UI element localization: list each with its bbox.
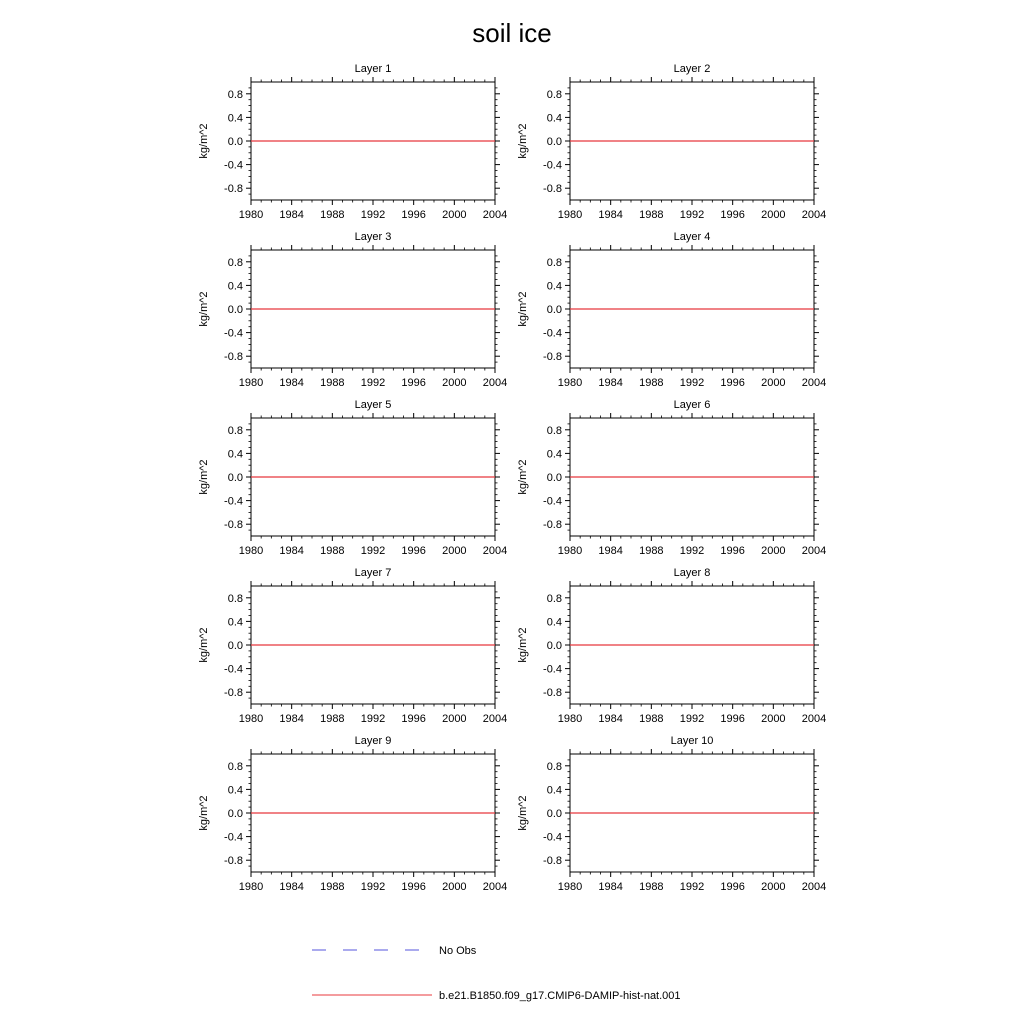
- x-tick-label-9-5: 2000: [442, 881, 467, 893]
- x-tick-label-7-5: 2000: [442, 713, 467, 725]
- y-axis-label-1: kg/m^2: [198, 123, 210, 159]
- x-tick-label-10-1: 1984: [598, 881, 623, 893]
- panel-title-3: Layer 3: [354, 231, 392, 243]
- y-tick-label-7-0: 0.8: [227, 592, 243, 605]
- x-tick-label-7-2: 1988: [320, 713, 345, 725]
- x-tick-label-3-5: 2000: [442, 377, 467, 389]
- y-axis-label-5: kg/m^2: [198, 459, 210, 495]
- y-tick-label-1-0: 0.8: [227, 88, 243, 101]
- y-axis-label-7: kg/m^2: [198, 627, 210, 663]
- x-tick-label-6-6: 2004: [801, 545, 827, 557]
- x-tick-label-4-2: 1988: [639, 377, 664, 389]
- y-tick-label-9-2: 0.0: [227, 808, 243, 820]
- y-tick-label-2-4: -0.8: [543, 183, 562, 196]
- y-tick-label-6-1: 0.4: [546, 448, 562, 461]
- panel-layer-8: [517, 567, 826, 725]
- x-tick-label-4-6: 2004: [801, 377, 827, 389]
- panel-title-2: Layer 2: [673, 63, 711, 75]
- panel-title-9: Layer 9: [354, 735, 392, 747]
- x-tick-label-3-1: 1984: [279, 377, 304, 389]
- x-tick-label-5-5: 2000: [442, 545, 467, 557]
- legend-label-1: b.e21.B1850.f09_g17.CMIP6-DAMIP-hist-nat.001: [439, 990, 681, 1002]
- x-tick-label-6-0: 1980: [557, 545, 583, 557]
- y-tick-label-6-0: 0.8: [546, 424, 562, 437]
- x-tick-label-8-4: 1996: [720, 713, 745, 725]
- y-tick-label-4-3: -0.4: [543, 327, 562, 340]
- x-tick-label-5-4: 1996: [401, 545, 426, 557]
- y-tick-label-4-2: 0.0: [546, 304, 562, 316]
- x-tick-label-3-2: 1988: [320, 377, 345, 389]
- y-axis-label-6: kg/m^2: [517, 459, 529, 495]
- y-tick-label-5-2: 0.0: [227, 472, 243, 484]
- panel-layer-4: [517, 231, 826, 389]
- x-tick-label-9-2: 1988: [320, 881, 345, 893]
- panel-layer-10: [517, 735, 826, 893]
- panel-layer-3: [198, 231, 507, 389]
- y-tick-label-4-4: -0.8: [543, 351, 562, 364]
- y-tick-label-2-0: 0.8: [546, 88, 562, 101]
- x-tick-label-2-3: 1992: [679, 209, 705, 221]
- panel-layer-2: [517, 63, 826, 221]
- y-tick-label-8-2: 0.0: [546, 640, 562, 652]
- panel-title-4: Layer 4: [673, 231, 711, 243]
- x-tick-label-2-2: 1988: [639, 209, 664, 221]
- x-tick-label-9-3: 1992: [360, 881, 386, 893]
- legend-label-0: No Obs: [439, 945, 477, 957]
- y-tick-label-7-4: -0.8: [224, 687, 243, 700]
- y-tick-label-2-2: 0.0: [546, 136, 562, 148]
- y-tick-label-9-3: -0.4: [224, 831, 243, 844]
- y-tick-label-6-2: 0.0: [546, 472, 562, 484]
- x-tick-label-1-3: 1992: [360, 209, 386, 221]
- x-tick-label-1-2: 1988: [320, 209, 345, 221]
- panel-title-8: Layer 8: [673, 567, 711, 579]
- x-tick-label-8-0: 1980: [557, 713, 583, 725]
- x-tick-label-6-5: 2000: [761, 545, 786, 557]
- x-tick-label-10-6: 2004: [801, 881, 827, 893]
- x-tick-label-1-0: 1980: [238, 209, 264, 221]
- x-tick-label-6-1: 1984: [598, 545, 623, 557]
- y-tick-label-5-1: 0.4: [227, 448, 243, 461]
- x-tick-label-7-1: 1984: [279, 713, 304, 725]
- y-tick-label-9-0: 0.8: [227, 760, 243, 773]
- x-tick-label-7-3: 1992: [360, 713, 386, 725]
- x-tick-label-2-0: 1980: [557, 209, 583, 221]
- x-tick-label-5-6: 2004: [482, 545, 508, 557]
- y-tick-label-9-4: -0.8: [224, 855, 243, 868]
- x-tick-label-3-0: 1980: [238, 377, 264, 389]
- x-tick-label-6-2: 1988: [639, 545, 664, 557]
- y-tick-label-9-1: 0.4: [227, 784, 243, 797]
- x-tick-label-7-4: 1996: [401, 713, 426, 725]
- panel-layer-5: [198, 399, 507, 557]
- x-tick-label-4-1: 1984: [598, 377, 623, 389]
- x-tick-label-10-4: 1996: [720, 881, 745, 893]
- x-tick-label-5-0: 1980: [238, 545, 264, 557]
- x-tick-label-4-3: 1992: [679, 377, 705, 389]
- x-tick-label-7-0: 1980: [238, 713, 264, 725]
- x-tick-label-9-0: 1980: [238, 881, 264, 893]
- y-tick-label-8-4: -0.8: [543, 687, 562, 700]
- y-tick-label-1-3: -0.4: [224, 159, 243, 172]
- x-tick-label-6-3: 1992: [679, 545, 705, 557]
- x-tick-label-5-3: 1992: [360, 545, 386, 557]
- panel-layer-7: [198, 567, 507, 725]
- y-tick-label-5-0: 0.8: [227, 424, 243, 437]
- y-tick-label-8-3: -0.4: [543, 663, 562, 676]
- y-tick-label-8-0: 0.8: [546, 592, 562, 605]
- legend: [312, 945, 681, 1002]
- x-tick-label-4-0: 1980: [557, 377, 583, 389]
- y-tick-label-7-2: 0.0: [227, 640, 243, 652]
- panel-title-6: Layer 6: [673, 399, 711, 411]
- y-tick-label-7-3: -0.4: [224, 663, 243, 676]
- panel-title-10: Layer 10: [670, 735, 714, 747]
- y-tick-label-3-1: 0.4: [227, 280, 243, 293]
- x-tick-label-4-4: 1996: [720, 377, 745, 389]
- y-tick-label-5-3: -0.4: [224, 495, 243, 508]
- panels-group: [198, 63, 826, 893]
- y-axis-label-9: kg/m^2: [198, 795, 210, 831]
- x-tick-label-2-1: 1984: [598, 209, 623, 221]
- y-tick-label-10-0: 0.8: [546, 760, 562, 773]
- y-tick-label-10-1: 0.4: [546, 784, 562, 797]
- y-tick-label-4-1: 0.4: [546, 280, 562, 293]
- y-tick-label-6-3: -0.4: [543, 495, 562, 508]
- y-tick-label-1-4: -0.8: [224, 183, 243, 196]
- y-axis-label-3: kg/m^2: [198, 291, 210, 327]
- y-tick-label-3-3: -0.4: [224, 327, 243, 340]
- x-tick-label-1-5: 2000: [442, 209, 467, 221]
- y-tick-label-4-0: 0.8: [546, 256, 562, 269]
- x-tick-label-9-4: 1996: [401, 881, 426, 893]
- x-tick-label-10-0: 1980: [557, 881, 583, 893]
- x-tick-label-1-6: 2004: [482, 209, 508, 221]
- y-tick-label-7-1: 0.4: [227, 616, 243, 629]
- x-tick-label-9-1: 1984: [279, 881, 304, 893]
- y-tick-label-6-4: -0.8: [543, 519, 562, 532]
- y-tick-label-3-0: 0.8: [227, 256, 243, 269]
- x-tick-label-6-4: 1996: [720, 545, 745, 557]
- x-tick-label-8-6: 2004: [801, 713, 827, 725]
- x-tick-label-2-5: 2000: [761, 209, 786, 221]
- y-tick-label-2-3: -0.4: [543, 159, 562, 172]
- y-tick-label-10-2: 0.0: [546, 808, 562, 820]
- x-tick-label-8-5: 2000: [761, 713, 786, 725]
- y-tick-label-1-1: 0.4: [227, 112, 243, 125]
- panel-title-5: Layer 5: [354, 399, 392, 411]
- panel-title-7: Layer 7: [354, 567, 392, 579]
- y-tick-label-3-2: 0.0: [227, 304, 243, 316]
- panel-layer-1: [198, 63, 507, 221]
- x-tick-label-2-4: 1996: [720, 209, 745, 221]
- y-tick-label-10-4: -0.8: [543, 855, 562, 868]
- figure-title: soil ice: [472, 18, 552, 48]
- x-tick-label-8-1: 1984: [598, 713, 623, 725]
- y-axis-label-10: kg/m^2: [517, 795, 529, 831]
- x-tick-label-3-3: 1992: [360, 377, 386, 389]
- y-tick-label-8-1: 0.4: [546, 616, 562, 629]
- x-tick-label-3-4: 1996: [401, 377, 426, 389]
- x-tick-label-10-3: 1992: [679, 881, 705, 893]
- x-tick-label-1-1: 1984: [279, 209, 304, 221]
- x-tick-label-10-5: 2000: [761, 881, 786, 893]
- x-tick-label-1-4: 1996: [401, 209, 426, 221]
- x-tick-label-10-2: 1988: [639, 881, 664, 893]
- y-tick-label-1-2: 0.0: [227, 136, 243, 148]
- y-tick-label-10-3: -0.4: [543, 831, 562, 844]
- x-tick-label-3-6: 2004: [482, 377, 508, 389]
- x-tick-label-5-1: 1984: [279, 545, 304, 557]
- x-tick-label-7-6: 2004: [482, 713, 508, 725]
- panel-title-1: Layer 1: [354, 63, 392, 75]
- x-tick-label-4-5: 2000: [761, 377, 786, 389]
- x-tick-label-2-6: 2004: [801, 209, 827, 221]
- y-axis-label-4: kg/m^2: [517, 291, 529, 327]
- x-tick-label-9-6: 2004: [482, 881, 508, 893]
- y-axis-label-2: kg/m^2: [517, 123, 529, 159]
- panel-layer-6: [517, 399, 826, 557]
- y-tick-label-5-4: -0.8: [224, 519, 243, 532]
- x-tick-label-5-2: 1988: [320, 545, 345, 557]
- y-tick-label-2-1: 0.4: [546, 112, 562, 125]
- y-axis-label-8: kg/m^2: [517, 627, 529, 663]
- x-tick-label-8-2: 1988: [639, 713, 664, 725]
- y-tick-label-3-4: -0.8: [224, 351, 243, 364]
- panel-layer-9: [198, 735, 507, 893]
- x-tick-label-8-3: 1992: [679, 713, 705, 725]
